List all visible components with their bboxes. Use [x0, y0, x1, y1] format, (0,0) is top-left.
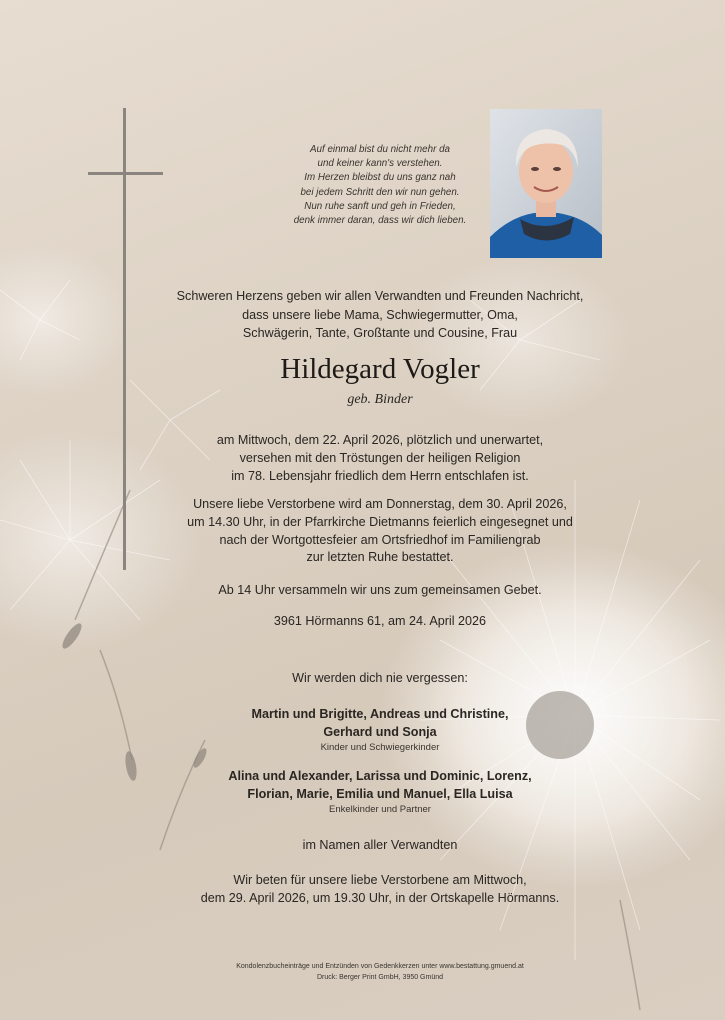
never-forget-text: Wir werden dich nie vergessen: — [292, 671, 468, 685]
death-notice-line: am Mittwoch, dem 22. April 2026, plötzlich und unerwartet, — [216, 433, 544, 447]
funeral-notice-line: zur letzten Ruhe bestattet. — [306, 550, 454, 565]
cross-icon-crossbar — [88, 172, 163, 175]
death-notice-line: versehen mit den Tröstungen der heiligen Religion — [239, 450, 521, 465]
mass-notice — [130, 872, 630, 908]
poem-line: bei jedem Schritt den wir nun gehen. — [300, 186, 460, 198]
intro-line: Schwägerin, Tante, Großtante und Cousine, Frau — [242, 326, 518, 340]
family-names: Martin und Brigitte, Andreas und Christine, — [251, 707, 509, 721]
poem-line: und keiner kann's verstehen. — [317, 158, 443, 170]
funeral-notice — [130, 496, 630, 567]
mass-notice-line: Wir beten für unsere liebe Verstorbene am Mittwoch, — [233, 873, 527, 887]
portrait-photo — [490, 109, 602, 258]
deceased-name: Hildegard Vogler — [280, 353, 480, 385]
family-names: Alina und Alexander, Larissa und Dominic, Lorenz, — [228, 769, 532, 783]
poem-line: Nun ruhe sanft und geh in Frieden, — [304, 200, 456, 212]
birth-name: geb. Binder — [347, 392, 413, 407]
poem-line: denk immer daran, dass wir dich lieben. — [293, 215, 467, 227]
mass-notice-line: dem 29. April 2026, um 19.30 Uhr, in der Ortskapelle Hörmanns. — [200, 890, 560, 905]
footer-line: Kondolenzbucheinträge und Entzünden von Gedenkkerzen unter www.bestattung.gmuend.at — [236, 963, 524, 970]
funeral-notice-line: Unsere liebe Verstorbene wird am Donnerstag, dem 30. April 2026, — [193, 497, 567, 511]
death-notice — [130, 432, 630, 485]
poem-line: Im Herzen bleibst du uns ganz nah — [304, 172, 456, 184]
behalf-text: im Namen aller Verwandten — [302, 838, 458, 852]
family-names: Florian, Marie, Emilia und Manuel, Ella Luisa — [247, 787, 513, 801]
funeral-notice-line: nach der Wortgottesfeier am Ortsfriedhof im Familiengrab — [219, 532, 541, 547]
place-date: 3961 Hörmanns 61, am 24. April 2026 — [273, 614, 487, 628]
family-names: Gerhard und Sonja — [323, 725, 437, 739]
poem-line: Auf einmal bist du nicht mehr da — [310, 144, 450, 155]
intro-line: dass unsere liebe Mama, Schwiegermutter, Oma, — [242, 307, 518, 322]
funeral-notice-line: um 14.30 Uhr, in der Pfarrkirche Dietmanns feierlich eingesegnet und — [187, 514, 573, 529]
family-group-grandchildren — [130, 767, 630, 816]
footer — [130, 962, 630, 983]
poem — [255, 143, 505, 228]
death-notice-line: im 78. Lebensjahr friedlich dem Herrn entschlafen ist. — [231, 468, 529, 483]
family-group-children — [130, 705, 630, 754]
cross-icon — [123, 108, 126, 570]
family-relation: Enkelkinder und Partner — [329, 804, 431, 815]
prayer-notice: Ab 14 Uhr versammeln wir uns zum gemeinsamen Gebet. — [218, 583, 542, 597]
family-relation: Kinder und Schwiegerkinder — [320, 742, 440, 753]
intro-line: Schweren Herzens geben wir allen Verwandten und Freunden Nachricht, — [176, 289, 584, 303]
footer-line: Druck: Berger Print GmbH, 3950 Gmünd — [316, 973, 444, 981]
intro-text — [130, 287, 630, 343]
